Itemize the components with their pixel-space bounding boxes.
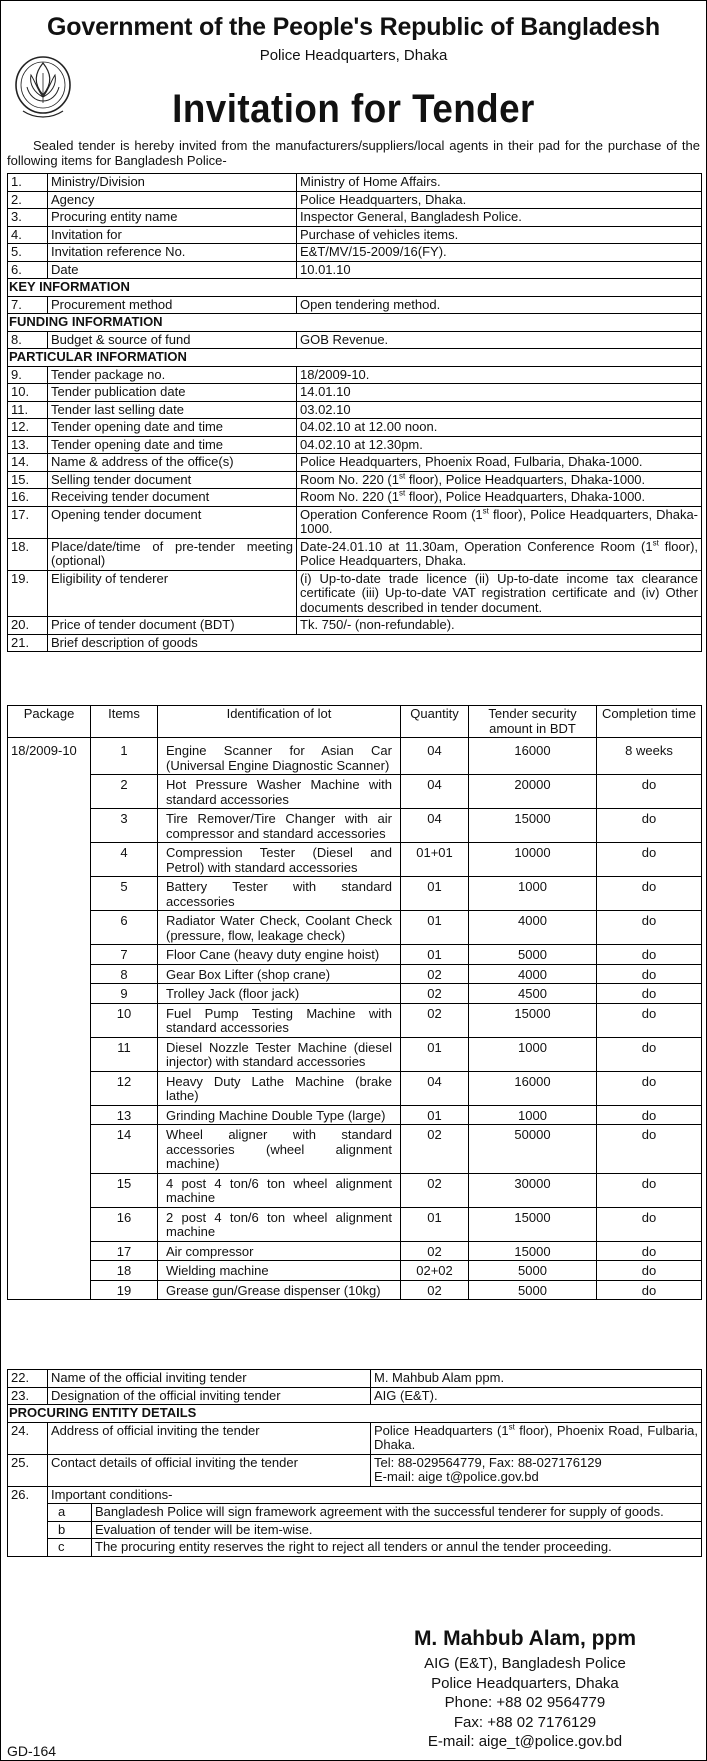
- security-amount: 15000: [469, 1241, 597, 1261]
- goods-row: [8, 911, 702, 945]
- section-heading: PARTICULAR INFORMATION: [8, 349, 702, 367]
- info-row: [8, 209, 702, 227]
- item-number: 3: [91, 809, 158, 843]
- row-label: Contact details of official inviting the tender: [48, 1454, 371, 1486]
- condition-text: Evaluation of tender will be item-wise.: [92, 1521, 702, 1539]
- condition-text: The procuring entity reserves the right to reject all tenders or annul the tender proceeding.: [92, 1539, 702, 1557]
- lot-description: 4 post 4 ton/6 ton wheel alignment machine: [158, 1173, 401, 1207]
- item-number: 12: [91, 1071, 158, 1105]
- security-amount: 1000: [469, 877, 597, 911]
- security-amount: 20000: [469, 775, 597, 809]
- value-text: Room No. 220 (1: [300, 471, 399, 487]
- row-number: 3.: [8, 209, 48, 227]
- row-value: [371, 1454, 702, 1486]
- completion-time: do: [597, 1241, 702, 1261]
- info-row: [8, 471, 702, 489]
- row-label: Brief description of goods: [48, 634, 702, 652]
- row-value: M. Mahbub Alam ppm.: [371, 1370, 702, 1388]
- row-number: 17.: [8, 506, 48, 538]
- lot-description: Air compressor: [158, 1241, 401, 1261]
- section-heading: FUNDING INFORMATION: [8, 314, 702, 332]
- row-label: Tender opening date and time: [48, 436, 297, 454]
- section-heading-row: [8, 349, 702, 367]
- goods-table: [7, 705, 702, 1300]
- row-label: Tender last selling date: [48, 401, 297, 419]
- info-row: [8, 331, 702, 349]
- lot-description: 2 post 4 ton/6 ton wheel alignment machine: [158, 1207, 401, 1241]
- row-label: Tender publication date: [48, 384, 297, 402]
- completion-time: do: [597, 809, 702, 843]
- item-number: 16: [91, 1207, 158, 1241]
- row-label: Budget & source of fund: [48, 331, 297, 349]
- row-value: 03.02.10: [297, 401, 702, 419]
- row-number: 26.: [8, 1486, 48, 1556]
- section-heading: PROCURING ENTITY DETAILS: [8, 1405, 702, 1423]
- completion-time: do: [597, 1173, 702, 1207]
- item-number: 7: [91, 945, 158, 965]
- security-amount: 30000: [469, 1173, 597, 1207]
- completion-time: do: [597, 964, 702, 984]
- row-value: [297, 506, 702, 538]
- row-value: E&T/MV/15-2009/16(FY).: [297, 244, 702, 262]
- completion-time: do: [597, 1037, 702, 1071]
- lot-description: Radiator Water Check, Coolant Check (pressure, flow, leakage check): [158, 911, 401, 945]
- item-number: 11: [91, 1037, 158, 1071]
- item-number: 8: [91, 964, 158, 984]
- ordinal-suffix: st: [508, 1422, 515, 1432]
- column-header: Tender security amount in BDT: [469, 706, 597, 738]
- row-number: 11.: [8, 401, 48, 419]
- contact-phone-fax: Tel: 88-029564779, Fax: 88-027176129: [374, 1454, 602, 1470]
- security-amount: 15000: [469, 809, 597, 843]
- security-amount: 1000: [469, 1037, 597, 1071]
- row-value: (i) Up-to-date trade licence (ii) Up-to-date income tax clearance certificate (iii) Up-to-date VAT registration certificate and (iv) Other documents described in tender document.: [297, 570, 702, 617]
- row-label: Ministry/Division: [48, 174, 297, 192]
- signature-block: [414, 1626, 636, 1752]
- lot-description: Diesel Nozzle Tester Machine (diesel injector) with standard accessories: [158, 1037, 401, 1071]
- security-amount: 4500: [469, 984, 597, 1004]
- row-number: 21.: [8, 634, 48, 652]
- column-header: Package: [8, 706, 91, 738]
- row-number: 8.: [8, 331, 48, 349]
- item-number: 9: [91, 984, 158, 1004]
- row-number: 4.: [8, 226, 48, 244]
- item-number: 5: [91, 877, 158, 911]
- page-title: Invitation for Tender: [172, 87, 535, 131]
- item-number: 15: [91, 1173, 158, 1207]
- value-text: floor), Police Headquarters, Dhaka.: [300, 538, 699, 568]
- completion-time: do: [597, 1003, 702, 1037]
- column-header: Identification of lot: [158, 706, 401, 738]
- goods-row: [8, 1125, 702, 1174]
- section-heading-row: [8, 314, 702, 332]
- item-number: 19: [91, 1280, 158, 1300]
- signatory-name: M. Mahbub Alam, ppm: [413, 1627, 636, 1650]
- quantity: 01: [401, 1037, 469, 1071]
- quantity: 02: [401, 1003, 469, 1037]
- row-label: Agency: [48, 191, 297, 209]
- row-value: [297, 489, 702, 507]
- ordinal-suffix: st: [482, 506, 489, 516]
- column-header: Items: [91, 706, 158, 738]
- row-value: Ministry of Home Affairs.: [297, 174, 702, 192]
- item-number: 10: [91, 1003, 158, 1037]
- official-row: [8, 1387, 702, 1405]
- row-label: Procurement method: [48, 296, 297, 314]
- row-label: Opening tender document: [48, 506, 297, 538]
- completion-time: do: [597, 945, 702, 965]
- condition-item: [8, 1539, 702, 1557]
- value-text: floor), Phoenix Road, Fulbaria, Dhaka.: [374, 1422, 698, 1452]
- ordinal-suffix: st: [652, 538, 659, 548]
- lot-description: Hot Pressure Washer Machine with standard accessories: [158, 775, 401, 809]
- completion-time: do: [597, 1280, 702, 1300]
- condition-key: b: [48, 1521, 92, 1539]
- goods-row: [8, 1173, 702, 1207]
- column-header: Completion time: [597, 706, 702, 738]
- row-number: 5.: [8, 244, 48, 262]
- quantity: 02: [401, 1280, 469, 1300]
- info-row: [8, 366, 702, 384]
- security-amount: 16000: [469, 738, 597, 775]
- item-number: 18: [91, 1261, 158, 1281]
- security-amount: 5000: [469, 1261, 597, 1281]
- tender-info-table: [7, 173, 702, 652]
- lot-description: Wheel aligner with standard accessories (wheel alignment machine): [158, 1125, 401, 1174]
- info-row: [8, 419, 702, 437]
- goods-row: [8, 1071, 702, 1105]
- lot-description: Battery Tester with standard accessories: [158, 877, 401, 911]
- row-value: 14.01.10: [297, 384, 702, 402]
- info-row: [8, 634, 702, 652]
- row-label: Name of the official inviting tender: [48, 1370, 371, 1388]
- lot-description: Compression Tester (Diesel and Petrol) with standard accessories: [158, 843, 401, 877]
- quantity: 02: [401, 984, 469, 1004]
- lot-description: Floor Cane (heavy duty engine hoist): [158, 945, 401, 965]
- completion-time: do: [597, 843, 702, 877]
- signatory-phone: Phone: +88 02 9564779: [444, 1694, 606, 1711]
- signatory-email: E-mail: aige_t@police.gov.bd: [427, 1733, 623, 1750]
- row-value: Inspector General, Bangladesh Police.: [297, 209, 702, 227]
- security-amount: 16000: [469, 1071, 597, 1105]
- row-label: Invitation for: [48, 226, 297, 244]
- item-number: 1: [91, 738, 158, 775]
- quantity: 01: [401, 1105, 469, 1125]
- row-label: Date: [48, 261, 297, 279]
- info-row: [8, 296, 702, 314]
- row-number: 9.: [8, 366, 48, 384]
- value-text: Operation Conference Room (1: [300, 506, 483, 522]
- quantity: 04: [401, 738, 469, 775]
- completion-time: do: [597, 911, 702, 945]
- goods-header-row: [8, 706, 702, 738]
- government-heading: Government of the People's Republic of Bangladesh: [47, 13, 660, 41]
- completion-time: do: [597, 1071, 702, 1105]
- info-row: [8, 401, 702, 419]
- goods-row: [8, 843, 702, 877]
- row-label: Address of official inviting the tender: [48, 1422, 371, 1454]
- row-label: Receiving tender document: [48, 489, 297, 507]
- completion-time: do: [597, 1207, 702, 1241]
- info-row: [8, 489, 702, 507]
- row-value: Police Headquarters, Phoenix Road, Fulbaria, Dhaka-1000.: [297, 454, 702, 472]
- row-value: 10.01.10: [297, 261, 702, 279]
- row-label: Price of tender document (BDT): [48, 617, 297, 635]
- official-row: [8, 1370, 702, 1388]
- row-label: Important conditions-: [48, 1486, 702, 1504]
- lot-description: Grease gun/Grease dispenser (10kg): [158, 1280, 401, 1300]
- info-row: [8, 191, 702, 209]
- row-number: 6.: [8, 261, 48, 279]
- info-row: [8, 244, 702, 262]
- row-value: GOB Revenue.: [297, 331, 702, 349]
- item-number: 6: [91, 911, 158, 945]
- goods-row: [8, 1037, 702, 1071]
- row-number: 20.: [8, 617, 48, 635]
- quantity: 02: [401, 964, 469, 984]
- security-amount: 4000: [469, 964, 597, 984]
- row-label: Designation of the official inviting tender: [48, 1387, 371, 1405]
- item-number: 4: [91, 843, 158, 877]
- package-number: 18/2009-10: [8, 738, 91, 1300]
- lot-description: Gear Box Lifter (shop crane): [158, 964, 401, 984]
- row-number: 12.: [8, 419, 48, 437]
- row-value: 18/2009-10.: [297, 366, 702, 384]
- row-label: Procuring entity name: [48, 209, 297, 227]
- ordinal-suffix: st: [399, 471, 406, 481]
- row-number: 14.: [8, 454, 48, 472]
- security-amount: 15000: [469, 1207, 597, 1241]
- row-value: [297, 471, 702, 489]
- row-number: 10.: [8, 384, 48, 402]
- completion-time: do: [597, 1105, 702, 1125]
- ordinal-suffix: st: [399, 488, 406, 498]
- row-value: 04.02.10 at 12.00 noon.: [297, 419, 702, 437]
- completion-time: 8 weeks: [597, 738, 702, 775]
- quantity: 04: [401, 809, 469, 843]
- official-row: [8, 1454, 702, 1486]
- goods-row: [8, 1280, 702, 1300]
- condition-item: [8, 1504, 702, 1522]
- signatory-fax: Fax: +88 02 7176129: [453, 1713, 597, 1731]
- row-number: 18.: [8, 538, 48, 570]
- row-label: Eligibility of tenderer: [48, 570, 297, 617]
- info-row: [8, 226, 702, 244]
- info-row: [8, 570, 702, 617]
- row-value: Police Headquarters, Dhaka.: [297, 191, 702, 209]
- quantity: 01: [401, 945, 469, 965]
- goods-row: [8, 1261, 702, 1281]
- goods-row: [8, 964, 702, 984]
- row-label: Tender opening date and time: [48, 419, 297, 437]
- condition-item: [8, 1521, 702, 1539]
- row-number: 2.: [8, 191, 48, 209]
- item-number: 13: [91, 1105, 158, 1125]
- goods-row: [8, 738, 702, 775]
- footer-code: GD-164: [7, 1743, 57, 1759]
- quantity: 02+02: [401, 1261, 469, 1281]
- security-amount: 10000: [469, 843, 597, 877]
- row-label: Name & address of the office(s): [48, 454, 297, 472]
- info-row: [8, 506, 702, 538]
- item-number: 14: [91, 1125, 158, 1174]
- lot-description: Wielding machine: [158, 1261, 401, 1281]
- value-text: floor), Police Headquarters, Dhaka-1000.: [405, 489, 646, 504]
- info-row: [8, 384, 702, 402]
- goods-row: [8, 1105, 702, 1125]
- item-number: 17: [91, 1241, 158, 1261]
- completion-time: do: [597, 984, 702, 1004]
- goods-row: [8, 945, 702, 965]
- security-amount: 15000: [469, 1003, 597, 1037]
- quantity: 01: [401, 911, 469, 945]
- lot-description: Trolley Jack (floor jack): [158, 984, 401, 1004]
- column-header: Quantity: [401, 706, 469, 738]
- row-value: [297, 538, 702, 570]
- quantity: 04: [401, 1071, 469, 1105]
- security-amount: 1000: [469, 1105, 597, 1125]
- goods-row: [8, 984, 702, 1004]
- value-text: Date-24.01.10 at 11.30am, Operation Conference Room (1: [300, 538, 653, 554]
- quantity: 02: [401, 1125, 469, 1174]
- conditions-row: [8, 1486, 702, 1504]
- row-label: Selling tender document: [48, 471, 297, 489]
- info-row: [8, 436, 702, 454]
- quantity: 02: [401, 1241, 469, 1261]
- goods-row: [8, 1003, 702, 1037]
- section-heading: KEY INFORMATION: [8, 279, 702, 297]
- info-row: [8, 174, 702, 192]
- info-row: [8, 617, 702, 635]
- quantity: 01+01: [401, 843, 469, 877]
- row-number: 7.: [8, 296, 48, 314]
- lot-description: Tire Remover/Tire Changer with air compressor and standard accessories: [158, 809, 401, 843]
- security-amount: 5000: [469, 1280, 597, 1300]
- quantity: 02: [401, 1173, 469, 1207]
- signatory-office: Police Headquarters, Dhaka: [431, 1674, 619, 1692]
- row-number: 23.: [8, 1387, 48, 1405]
- completion-time: do: [597, 1261, 702, 1281]
- goods-row: [8, 775, 702, 809]
- row-value: [371, 1422, 702, 1454]
- completion-time: do: [597, 775, 702, 809]
- row-value: Purchase of vehicles items.: [297, 226, 702, 244]
- item-number: 2: [91, 775, 158, 809]
- lot-description: Heavy Duty Lathe Machine (brake lathe): [158, 1071, 401, 1105]
- lot-description: Engine Scanner for Asian Car (Universal Engine Diagnostic Scanner): [158, 738, 401, 775]
- intro-paragraph: Sealed tender is hereby invited from the manufacturers/suppliers/local agents in their pad for the purchase of the following items for Bangladesh Police-: [7, 138, 700, 168]
- security-amount: 50000: [469, 1125, 597, 1174]
- goods-row: [8, 809, 702, 843]
- row-value: Tk. 750/- (non-refundable).: [297, 617, 702, 635]
- value-text: floor), Police Headquarters, Dhaka-1000.: [300, 506, 699, 536]
- goods-row: [8, 1207, 702, 1241]
- quantity: 04: [401, 775, 469, 809]
- value-text: Police Headquarters (1: [374, 1422, 509, 1438]
- value-text: Room No. 220 (1: [300, 489, 399, 504]
- info-row: [8, 538, 702, 570]
- row-number: 1.: [8, 174, 48, 192]
- info-row: [8, 454, 702, 472]
- row-number: 22.: [8, 1370, 48, 1388]
- row-value: AIG (E&T).: [371, 1387, 702, 1405]
- row-label: Invitation reference No.: [48, 244, 297, 262]
- row-number: 24.: [8, 1422, 48, 1454]
- row-value: 04.02.10 at 12.30pm.: [297, 436, 702, 454]
- row-label: Tender package no.: [48, 366, 297, 384]
- condition-key: a: [48, 1504, 92, 1522]
- row-value: Open tendering method.: [297, 296, 702, 314]
- row-number: 15.: [8, 471, 48, 489]
- contact-email: E-mail: aige t@police.gov.bd: [374, 1469, 539, 1484]
- condition-key: c: [48, 1539, 92, 1557]
- completion-time: do: [597, 1125, 702, 1174]
- official-details-table: [7, 1369, 702, 1557]
- value-text: floor), Police Headquarters, Dhaka-1000.: [405, 471, 646, 487]
- official-row: [8, 1422, 702, 1454]
- row-number: 25.: [8, 1454, 48, 1486]
- office-subheading: Police Headquarters, Dhaka: [259, 47, 448, 64]
- row-number: 19.: [8, 570, 48, 617]
- section-heading-row: [8, 279, 702, 297]
- quantity: 01: [401, 877, 469, 911]
- goods-row: [8, 1241, 702, 1261]
- quantity: 01: [401, 1207, 469, 1241]
- info-row: [8, 261, 702, 279]
- row-label: Place/date/time of pre-tender meeting (optional): [48, 538, 297, 570]
- goods-row: [8, 877, 702, 911]
- security-amount: 4000: [469, 911, 597, 945]
- lot-description: Fuel Pump Testing Machine with standard accessories: [158, 1003, 401, 1037]
- signatory-designation: AIG (E&T), Bangladesh Police: [424, 1655, 626, 1672]
- section-heading-row: [8, 1405, 702, 1423]
- row-number: 16.: [8, 489, 48, 507]
- completion-time: do: [597, 877, 702, 911]
- row-number: 13.: [8, 436, 48, 454]
- condition-text: Bangladesh Police will sign framework agreement with the successful tenderer for supply of goods.: [92, 1504, 702, 1522]
- lot-description: Grinding Machine Double Type (large): [158, 1105, 401, 1125]
- security-amount: 5000: [469, 945, 597, 965]
